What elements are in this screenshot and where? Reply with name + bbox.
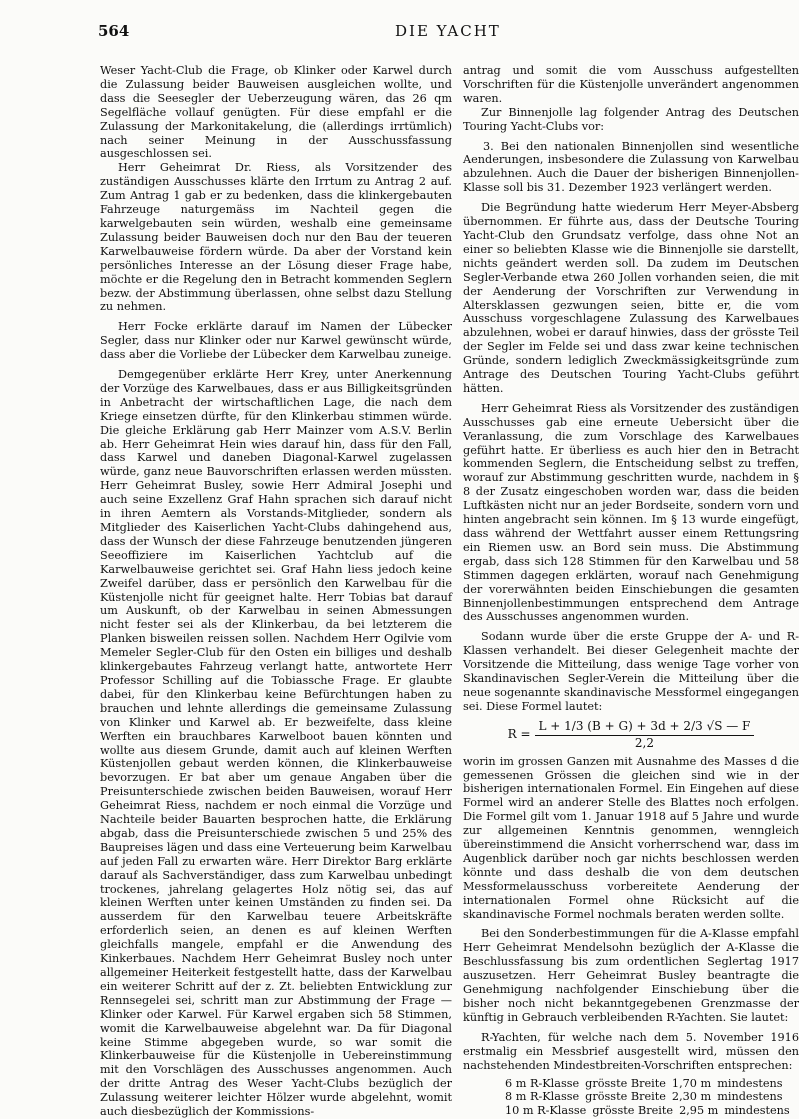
rule-value: 2,95 m bbox=[679, 1104, 719, 1118]
paragraph: Weser Yacht-Club die Frage, ob Klinker oder Karwel durch die Zulassung beider Bauweisen ausgleichen wollte, und dass die Seesegler der Ueberzeugung wären, das 26 qm Segelfläche vollauf genügten. Für diese empfahl er die Zulassung der Markonitakelung, die (allerdings irrtümlich) nach seiner Meinung in der Ausschussfassung ausgeschlossen sei. bbox=[100, 64, 452, 161]
paragraph: Herr Focke erklärte darauf im Namen der Lübecker Segler, dass nur Klinker oder nur Karwel gewünscht würde, dass aber die Vorliebe der Lübecker dem Karwelbau zuneige. bbox=[100, 320, 452, 362]
paragraph: Die Begründung hatte wiederum Herr Meyer-Absberg übernommen. Er führte aus, dass der Deutsche Touring Yacht-Club den Grundsatz verfolge, dass ohne Not an einer so beliebten Klasse wie die Binnenjolle sie darstellt, nichts geändert werden soll. Da zudem im Deutschen Segler-Verbande etwa 260 Jollen vorhanden seien, die mit der Aenderung der Vorschriften zur Verwendung in Altersklassen gezwungen seien, bitte er, die vom Ausschuss vorgeschlagene Zulassung des Karwelbaues abzulehnen, wobei er darauf hinwies, dass der grösste Teil der Segler im Felde sei und dass zwar keine technischen Gründe, sondern lediglich Zweckmässigkeitsgründe zum Antrage des Deutschen Touring Yacht-Clubs geführt hätten. bbox=[463, 201, 799, 395]
right-column bbox=[463, 64, 799, 1118]
journal-title: DIE YACHT bbox=[395, 22, 501, 40]
motion-text: 3. Bei den nationalen Binnenjollen sind wesentliche Aenderungen, insbesondere die Zulassung von Karwelbau abzulehnen. Auch die Dauer der bisherigen Binnenjollen-Klasse soll bis 31. Dezember 1923 verlängert werden. bbox=[463, 139, 799, 195]
left-column bbox=[100, 64, 452, 1119]
formula-lhs: R = bbox=[507, 727, 531, 742]
rule-value: 1,70 m bbox=[671, 1076, 712, 1090]
paragraph: antrag und somit die vom Ausschuss aufgestellten Vorschriften für die Küstenjolle unverändert angenommen waren. bbox=[463, 64, 799, 105]
rule-suffix: mindestens bbox=[717, 1076, 783, 1090]
rule-class: 6 m R-Klasse bbox=[505, 1076, 580, 1090]
page-number: 564 bbox=[98, 22, 130, 40]
paragraph: worin im grossen Ganzen mit Ausnahme des Masses d die gemessenen Grössen die gleichen sind wie in der bisherigen internationalen Formel. Ein Eingehen auf diese Formel wird an anderer Stelle des Blattes noch erfolgen. Die Formel gilt vom 1. Januar 1918 auf 5 Jahre und wurde zur allgemeinen Kenntnis genommen, wenngleich übereinstimmend die Ansicht vorherrschend war, dass im Augenblick darüber noch gar nichts beschlossen werden könnte und dass deshalb die von dem deutschen Messformelausschuss vorbereitete Aenderung der internationalen Formel ohne Rücksicht auf die skandinavische Formel nochmals beraten werden sollte. bbox=[463, 754, 799, 921]
paragraph: Demgegenüber erklärte Herr Krey, unter Anerkennung der Vorzüge des Karwelbaues, dass er aus Billigkeitsgründen in Anbetracht der wirtschaftlichen Lage, die nach dem Kriege einsetzen dürfte, für den Klinkerbau stimmen würde. Die gleiche Erklärung gab Herr Mainzer vom A.S.V. Berlin ab. Herr Geheimrat Hein wies darauf hin, dass für den Fall, dass Karwel und daneben Diagonal-Karwel zugelassen würde, ganz neue Bauvorschriften erlassen werden müssten. Herr Geheimrat Busley, sowie Herr Admiral Josephi und auch seine Exzellenz Graf Hahn sprachen sich darauf nicht in ihren Aemtern als Vorstands-Mitglieder, sondern als Mitglieder des Kaiserlichen Yacht-Clubs dahingehend aus, dass der Wunsch der diese Fahrzeuge benutzenden jüngeren Seeoffiziere im Kaiserlichen Yachtclub auf die Karwelbauweise gerichtet sei. Graf Hahn liess jedoch keine Zweifel darüber, dass er persönlich den Karwelbau für die Küstenjolle nicht für geeignet halte. Herr Tobias bat darauf um Auskunft, ob der Karwelbau in seinen Abmessungen nicht fester sei als der Klinkerbau, da bei letzterem die Planken bisweilen reissen sollen. Nachdem Herr Ogilvie vom Memeler Segler-Club für den Osten ein billiges und deshalb klinkergebautes Fahrzeug verlangt hatte, antwortete Herr Professor Schilling auf die Tobiassche Frage. Er glaubte dabei, für den Klinkerbau keine Befürchtungen haben zu brauchen und lehnte allerdings die gemeinsame Zulassung von Klinker und Karwel ab. Er bezweifelte, dass kleine Werften ein brauchbares Karwelboot bauen könnten und wollte aus diesem Grunde, damit auch auf kleinen Werften Küstenjollen gebaut werden können, die Klinkerbauweise bevorzugen. Er bat aber um genaue Angaben über die Preisunterschiede zwischen beiden Bauweisen, worauf Herr Geheimrat Riess, nachdem er noch einmal die Vorzüge und Nachteile beider Bauarten besprochen hatte, die Erklärung abgab, dass die Preisunterschiede zwischen 5 und 25% des Baupreises lägen und dass eine Verteuerung beim Karwelbau auf jeden Fall zu erwarten wäre. Herr Direktor Barg erklärte darauf als Sachverständiger, dass zum Karwelbau unbedingt trockenes, jahrelang gelagertes Holz nötig sei, das auf kleinen Werften unter keinen Umständen zu finden sei. Da ausserdem für den Karwelbau teuere Arbeitskräfte erforderlich seien, an denen es auf kleinen Werften gleichfalls mangele, empfahl er die Anwendung des Kinkerbaues. Nachdem Herr Geheimrat Busley noch unter allgemeiner Heiterkeit festgestellt hatte, dass der Karwelbau ein weiterer Schritt auf der z. Zt. beliebten Entwicklung zur Rennsegelei sei, schritt man zur Abstimmung der Frage — Klinker oder Karwel. Für Karwel ergaben sich 58 Stimmen, womit die Karwelbauweise abgelehnt war. Da für Diagonal keine Stimme abgegeben wurde, so war somit die Klinkerbauweise für die Küstenjolle in Uebereinstimmung mit den Vorschlägen des Ausschusses angenommen. Auch der dritte Antrag des Weser Yacht-Clubs bezüglich der Zulassung weiterer leichter Hölzer wurde abgelehnt, womit auch diesbezüglich der Kommissions- bbox=[100, 368, 452, 1119]
rule-row bbox=[463, 1090, 799, 1104]
page-header bbox=[0, 18, 799, 48]
rule-suffix: mindestens bbox=[717, 1090, 783, 1104]
breadth-rules bbox=[463, 1077, 799, 1119]
rule-label: grösste Breite bbox=[592, 1104, 674, 1118]
rule-label: grösste Breite bbox=[585, 1076, 666, 1090]
formula-numerator: L + 1/3 (B + G) + 3d + 2/3 √S — F bbox=[535, 720, 755, 736]
measurement-formula bbox=[463, 720, 799, 751]
rule-value: 2,30 m bbox=[671, 1090, 712, 1104]
paragraph: Herr Geheimrat Dr. Riess, als Vorsitzender des zuständigen Ausschusses klärte den Irrtum zu Antrag 2 auf. Zum Antrag 1 gab er zu bedenken, dass die klinkergebauten Fahrzeuge naturgemäss im Nachteil gegen die karwelgebauten sein würden, weshalb eine gemeinsame Zulassung beider Bauweisen doch nur den Bau der teueren Karwelbauweise fördern würde. Da aber der Vorstand kein persönliches Interesse an der Lösung dieser Frage habe, möchte er die Regelung den in Betracht kommenden Seglern bezw. der Abstimmung überlassen, ohne selbst dazu Stellung zu nehmen. bbox=[100, 161, 452, 314]
motion-quote bbox=[463, 140, 799, 196]
rule-label: grösste Breite bbox=[585, 1090, 666, 1104]
rule-row bbox=[463, 1104, 799, 1118]
rule-class: 8 m R-Klasse bbox=[505, 1090, 580, 1104]
rule-suffix: mindestens bbox=[724, 1104, 790, 1118]
paragraph: Zur Binnenjolle lag folgender Antrag des Deutschen Touring Yacht-Clubs vor: bbox=[463, 105, 799, 133]
formula-denominator: 2,2 bbox=[634, 735, 654, 750]
paragraph: Sodann wurde über die erste Gruppe der A- und R-Klassen verhandelt. Bei dieser Gelegenheit machte der Vorsitzende die Mitteilung, dass wenige Tage vorher von Skandinavischen Segler-Verein die Mitteilung über die neue sogenannte skandinavische Messformel eingegangen sei. Diese Formel lautet: bbox=[463, 630, 799, 713]
paragraph: Bei den Sonderbestimmungen für die A-Klasse empfahl Herr Geheimrat Mendelsohn bezüglich der A-Klasse die Beschlussfassung bis zum ordentlichen Seglertag 1917 auszusetzen. Herr Geheimrat Busley beantragte die Genehmigung nachfolgender Einschiebung über die bisher noch nicht bekanntgegebenen Grenzmasse der künftig in Gebrauch verbleibenden R-Yachten. Sie lautet: bbox=[463, 927, 799, 1024]
formula-fraction bbox=[535, 720, 755, 751]
rule-class: 10 m R-Klasse bbox=[505, 1104, 587, 1118]
rule-row bbox=[463, 1077, 799, 1091]
paragraph: Herr Geheimrat Riess als Vorsitzender des zuständigen Ausschusses gab eine erneute Uebersicht über die Veranlassung, die zum Vorschlage des Karwelbaues geführt hatte. Er überliess es auch hier den in Betracht kommenden Seglern, die Entscheidung selbst zu treffen, worauf zur Abstimmung geschritten wurde, nachdem in § 8 der Zusatz eingeschoben worden war, dass die beiden Luftkästen nicht nur an jeder Bordseite, sondern vorn und hinten angebracht sein können. Im § 13 wurde eingefügt, dass während der Wettfahrt ausser einem Rettungsring ein Riemen usw. an Bord sein muss. Die Abstimmung ergab, dass sich 128 Stimmen für den Karwelbau und 58 Stimmen dagegen erklärten, worauf nach Genehmigung der vorerwähnten beiden Einschiebungen die gesamten Binnenjollenbestimmungen entsprechend dem Antrage des Ausschusses angenommen wurden. bbox=[463, 401, 799, 624]
paragraph: R-Yachten, für welche nach dem 5. November 1916 erstmalig ein Messbrief ausgestellt wird, müssen den nachstehenden Mindestbreiten-Vorschriften entsprechen: bbox=[463, 1030, 799, 1072]
